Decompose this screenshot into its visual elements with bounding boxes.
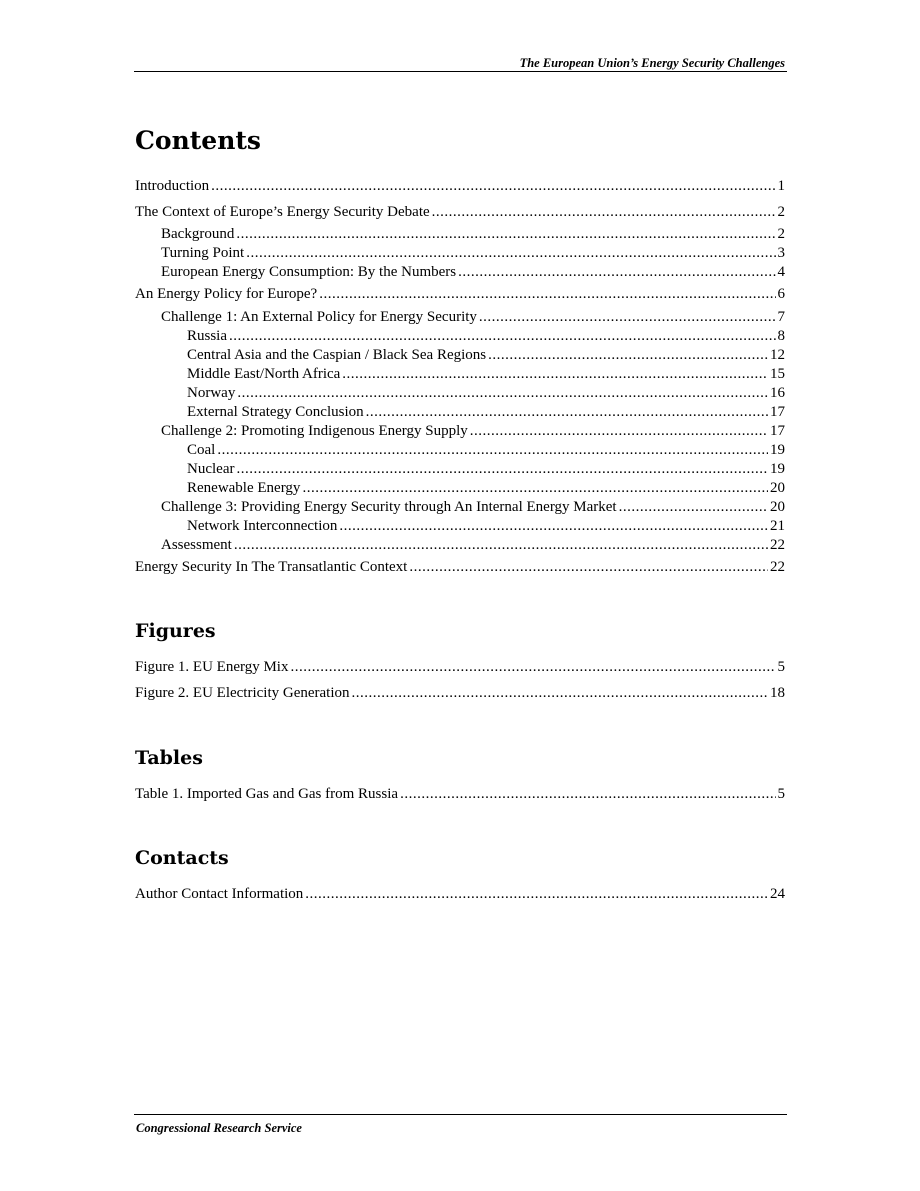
toc-entry-page: 21 <box>770 518 785 534</box>
toc-entry-network[interactable] <box>135 516 785 536</box>
toc-entry-page: 4 <box>777 264 785 280</box>
toc-entry-challenge-3[interactable] <box>135 497 785 517</box>
dot-leader <box>319 284 775 304</box>
toc-entry-page: 17 <box>770 404 785 420</box>
toc-entry-norway[interactable] <box>135 383 785 403</box>
dot-leader <box>400 784 775 804</box>
toc-entry-page: 8 <box>777 328 785 344</box>
toc-entry-russia[interactable] <box>135 326 785 346</box>
dot-leader <box>479 307 776 327</box>
contact-entry-page: 24 <box>770 886 785 902</box>
contact-entry[interactable] <box>135 884 785 904</box>
toc-entry-central-asia[interactable] <box>135 345 785 365</box>
table-entry-label: Table 1. Imported Gas and Gas from Russia <box>135 786 399 802</box>
toc-entry-page: 19 <box>770 442 785 458</box>
toc-entry-page: 22 <box>770 559 785 575</box>
toc-entry-introduction[interactable] <box>135 176 785 196</box>
dot-leader <box>302 478 768 498</box>
dot-leader <box>236 224 775 244</box>
toc-entry-context[interactable] <box>135 202 785 222</box>
toc-entry-renewable[interactable] <box>135 478 785 498</box>
contact-entry-label: Author Contact Information <box>135 886 304 902</box>
toc-entry-label: Middle East/North Africa <box>187 366 341 382</box>
figures-heading: Figures <box>135 620 216 642</box>
toc-entry-page: 1 <box>777 178 785 194</box>
toc-entry-label: Challenge 2: Promoting Indigenous Energy Supply <box>161 423 468 439</box>
toc-entry-label: Energy Security In The Transatlantic Context <box>135 559 408 575</box>
toc-entry-page: 3 <box>777 245 785 261</box>
contacts-heading: Contacts <box>135 847 229 869</box>
figure-entry[interactable] <box>135 657 785 677</box>
toc-entry-label: Renewable Energy <box>187 480 301 496</box>
figure-entry-page: 18 <box>770 685 785 701</box>
toc-entry-consumption[interactable] <box>135 262 785 282</box>
footer-text: Congressional Research Service <box>136 1121 302 1135</box>
dot-leader <box>409 557 768 577</box>
toc-entry-page: 2 <box>777 204 785 220</box>
toc-entry-page: 12 <box>770 347 785 363</box>
table-entry[interactable] <box>135 784 785 804</box>
dot-leader <box>237 383 768 403</box>
toc-entry-external-strategy[interactable] <box>135 402 785 422</box>
dot-leader <box>342 364 768 384</box>
toc-entry-label: Network Interconnection <box>187 518 338 534</box>
dot-leader <box>352 683 768 703</box>
dot-leader <box>305 884 768 904</box>
toc-entry-label: Turning Point <box>161 245 245 261</box>
table-entry-page: 5 <box>777 786 785 802</box>
dot-leader <box>217 440 768 460</box>
toc-entry-page: 7 <box>777 309 785 325</box>
toc-entry-page: 2 <box>777 226 785 242</box>
toc-entry-turning-point[interactable] <box>135 243 785 263</box>
toc-entry-coal[interactable] <box>135 440 785 460</box>
toc-entry-challenge-2[interactable] <box>135 421 785 441</box>
toc-entry-page: 6 <box>777 286 785 302</box>
contents-heading: Contents <box>135 126 262 155</box>
dot-leader <box>366 402 768 422</box>
dot-leader <box>488 345 768 365</box>
toc-entry-nuclear[interactable] <box>135 459 785 479</box>
toc-entry-label: Nuclear <box>187 461 235 477</box>
toc-entry-label: External Strategy Conclusion <box>187 404 364 420</box>
toc-entry-label: The Context of Europe’s Energy Security Debate <box>135 204 430 220</box>
toc-entry-label: An Energy Policy for Europe? <box>135 286 318 302</box>
figure-entry-label: Figure 2. EU Electricity Generation <box>135 685 350 701</box>
toc-entry-label: Russia <box>187 328 228 344</box>
toc-entry-page: 20 <box>770 499 785 515</box>
dot-leader <box>619 497 768 517</box>
dot-leader <box>236 459 768 479</box>
toc-entry-label: Challenge 3: Providing Energy Security through An Internal Energy Market <box>161 499 617 515</box>
toc-entry-middle-east[interactable] <box>135 364 785 384</box>
dot-leader <box>229 326 775 346</box>
toc-entry-label: Norway <box>187 385 236 401</box>
dot-leader <box>432 202 776 222</box>
dot-leader <box>470 421 768 441</box>
header-rule <box>134 71 787 72</box>
dot-leader <box>234 535 768 555</box>
toc-entry-page: 19 <box>770 461 785 477</box>
dot-leader <box>290 657 775 677</box>
figure-entry-page: 5 <box>777 659 785 675</box>
figure-entry-label: Figure 1. EU Energy Mix <box>135 659 289 675</box>
toc-entry-transatlantic[interactable] <box>135 557 785 577</box>
tables-heading: Tables <box>135 747 203 769</box>
toc-entry-page: 15 <box>770 366 785 382</box>
dot-leader <box>246 243 775 263</box>
toc-entry-energy-policy[interactable] <box>135 284 785 304</box>
footer-rule <box>134 1114 787 1115</box>
toc-entry-page: 16 <box>770 385 785 401</box>
toc-entry-page: 20 <box>770 480 785 496</box>
toc-entry-label: Central Asia and the Caspian / Black Sea Regions <box>187 347 487 363</box>
toc-entry-label: Coal <box>187 442 216 458</box>
toc-entry-assessment[interactable] <box>135 535 785 555</box>
toc-entry-label: European Energy Consumption: By the Numbers <box>161 264 457 280</box>
toc-entry-page: 22 <box>770 537 785 553</box>
toc-entry-label: Background <box>161 226 235 242</box>
toc-entry-background[interactable] <box>135 224 785 244</box>
figure-entry[interactable] <box>135 683 785 703</box>
toc-entry-label: Assessment <box>161 537 232 553</box>
running-header: The European Union’s Energy Security Challenges <box>519 56 785 70</box>
toc-entry-page: 17 <box>770 423 785 439</box>
toc-entry-label: Challenge 1: An External Policy for Energy Security <box>161 309 477 325</box>
toc-entry-label: Introduction <box>135 178 210 194</box>
toc-entry-challenge-1[interactable] <box>135 307 785 327</box>
dot-leader <box>339 516 768 536</box>
dot-leader <box>211 176 775 196</box>
dot-leader <box>458 262 775 282</box>
